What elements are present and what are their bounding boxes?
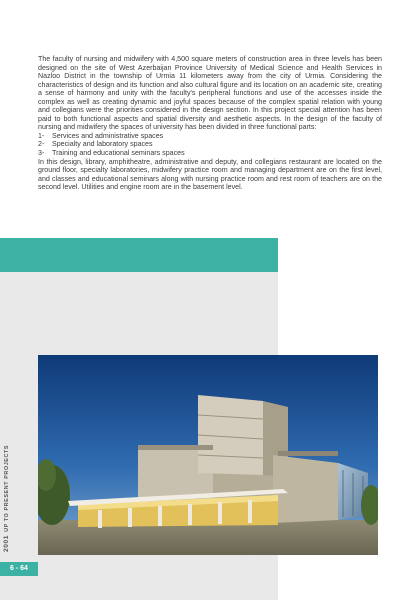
intro-paragraph: The faculty of nursing and midwifery with 4,500 square meters of construction area in three levels has been designed on the site of West Azerbaijan Province University of Medical Science and Health Services in Nazloo District in the township of Urmia 11 kilometers away from the city of Urmia. Considering the characteristics of design and its function and also cultural figure and its location on an academic site, creating a sense of harmony and unity with the faculty's peripheral functions and use of the accesses inside the complex as well as creating dynamic and joyful spaces because of the complex spatial relation with young and collegians were the priorities considered in the design section. In this project special attention has been paid to both functional aspects and spatial diversity and aesthetic aspects. In the design of the faculty of nursing and midwifery the spaces of university has been divided in three functional parts:: [38, 55, 382, 132]
teal-band: [0, 238, 278, 272]
list-item: 3- Training and educational seminars spaces: [38, 149, 185, 158]
functional-parts-list: [38, 132, 382, 158]
list-item: 1- Services and administrative spaces: [38, 131, 164, 140]
page-number: 6 - 64: [0, 562, 38, 576]
closing-paragraph: In this design, library, amphitheatre, administrative and deputy, and collegians restaurant are located on the ground floor, specialty laboratories, midwifery practice room and managing department are on the first level, and classes and educational seminars along with nursing practice room and rest room of teachers are on the second level. Utilities and engine room are in the basement level.: [38, 157, 382, 192]
body-text: [38, 55, 382, 192]
list-item: 2- Specialty and laboratory spaces: [38, 140, 153, 149]
architectural-render-image: [38, 355, 378, 555]
side-caption: 2001UP TO PRESENT PROJECTS: [3, 444, 10, 552]
